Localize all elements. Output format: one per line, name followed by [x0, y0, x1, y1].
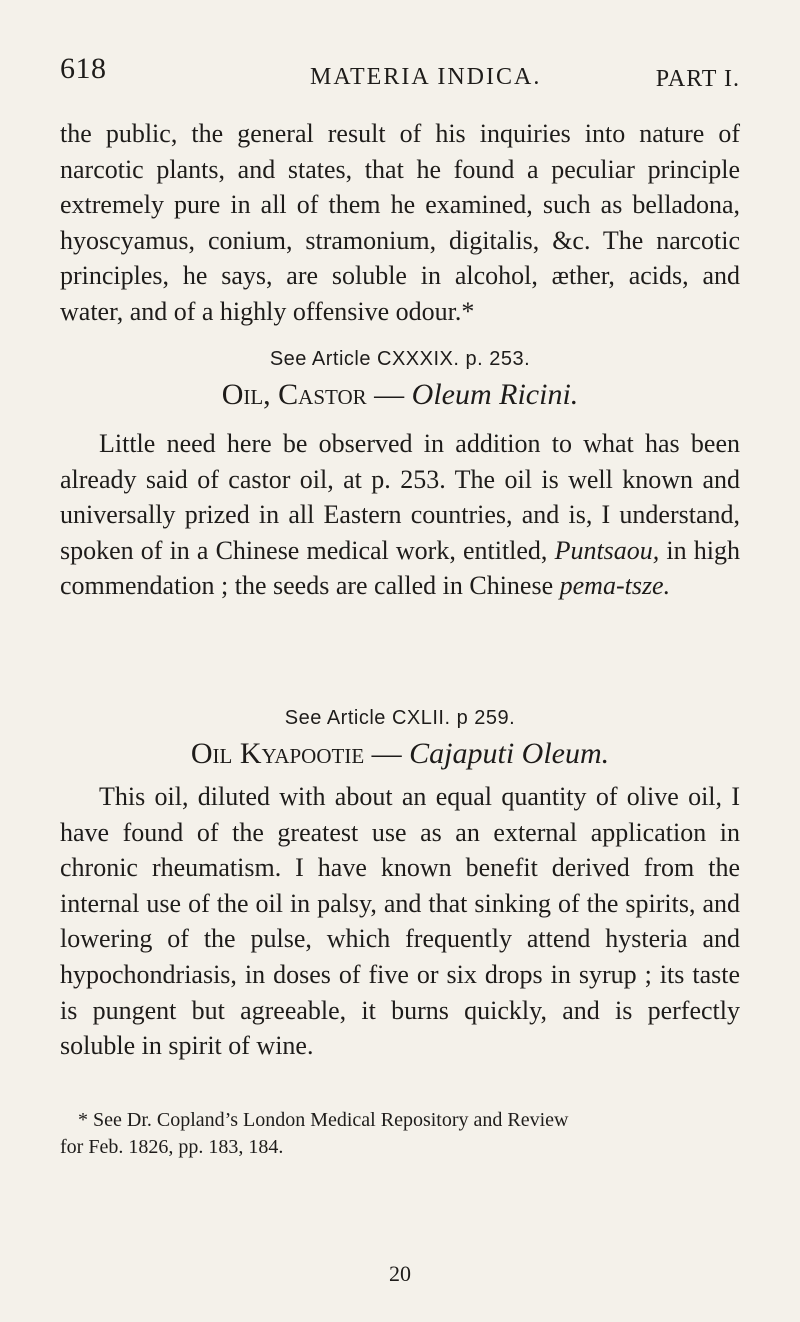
kyapootie-oil-paragraph: This oil, diluted with about an equal quantity of olive oil, I have found of the greatest use as an external application in chronic rheumatism. I have known benefit derived from the internal use of the oil in palsy, and that sinking of the spirits, and lowering of the pulse, which frequently attend hysteria and hypochondriasis, in doses of five or six drops in syrup ; its taste is pungent but agreeable, it burns quickly, and is perfectly soluble in spirit of wine.: [60, 782, 740, 1061]
page-number: 618: [60, 52, 107, 85]
paragraph-text: in high commendation ; the seeds are called in Chinese: [60, 535, 740, 601]
paragraph-text: Little need here be observed in addition to what has been already said of castor oil, at p. 253. The oil is well known and universally prized in all Eastern countries, and is, I understand, spoken of in a Chinese medical work, entitled,: [60, 429, 740, 565]
footnote: [60, 1107, 740, 1161]
footnote-line: * See Dr. Copland’s London Medical Repository and Review: [78, 1109, 569, 1131]
heading-dash: —: [364, 737, 410, 770]
latin-name: Oleum Ricini.: [411, 378, 579, 411]
castor-oil-paragraph: [60, 426, 740, 604]
cross-reference-kyapootie: See Article CXLII. p 259.: [284, 707, 516, 729]
opening-paragraph: the public, the general result of his inquiries into nature of narcotic plants, and states, that he found a peculiar principle extremely pure in all of them he examined, such as belladona, hyoscyamus, conium, stramonium, digitalis, &c. The narcotic principles, he says, are soluble in alcohol, æther, acids, and water, and of a highly offensive odour.*: [60, 119, 740, 326]
entry-heading-castor-oil: [0, 378, 800, 412]
entry-name: Oil, Castor: [221, 378, 367, 411]
chinese-name: pema-tsze.: [559, 571, 671, 601]
heading-dash: —: [366, 378, 412, 411]
entry-name: Oil Kyapootie: [190, 737, 365, 770]
running-title: MATERIA INDICA.: [310, 64, 542, 90]
latin-name: Cajaputi Oleum.: [409, 737, 610, 770]
signature-mark: 20: [389, 1261, 411, 1286]
footnote-line: for Feb. 1826, pp. 183, 184.: [60, 1136, 284, 1158]
book-title: Puntsaou,: [554, 535, 660, 565]
cross-reference-castor: See Article CXXXIX. p. 253.: [269, 348, 531, 370]
part-label: PART I.: [655, 66, 740, 92]
running-head: [60, 52, 740, 96]
entry-heading-kyapootie-oil: [0, 737, 800, 771]
